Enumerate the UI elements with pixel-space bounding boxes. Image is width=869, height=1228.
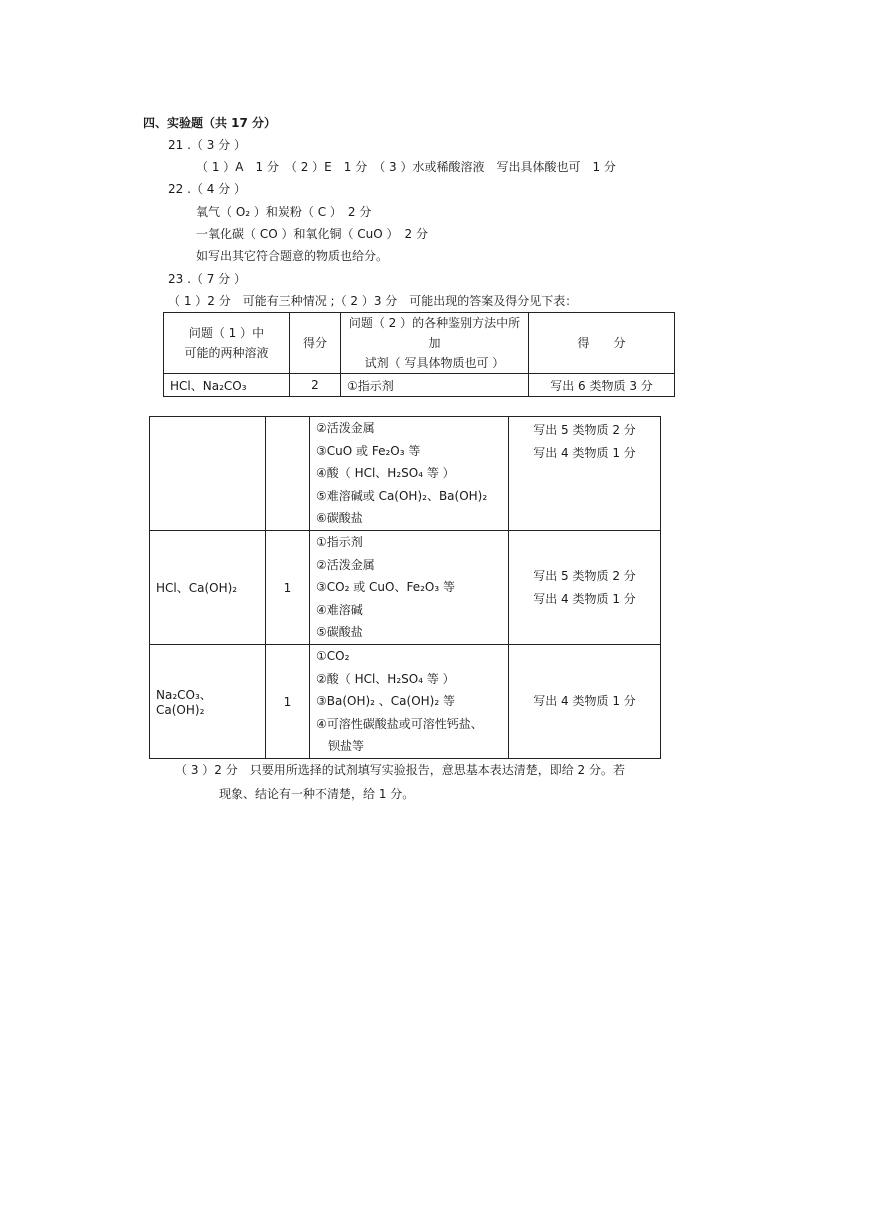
row-points [509, 645, 661, 759]
score-table-continued [149, 416, 661, 759]
reagent-item: ④酸（ HCl、H₂SO₄ 等 ） [316, 466, 455, 481]
row-score: 2 [290, 374, 341, 397]
points-item: 写出 5 类物质 2 分 [533, 568, 636, 583]
q22-header: 22 .（ 4 分 ） [168, 182, 246, 196]
reagent-item: ②酸（ HCl、H₂SO₄ 等 ） [316, 671, 455, 686]
header-points: 得 分 [529, 313, 675, 374]
header-score: 得分 [290, 313, 341, 374]
reagent-item: ①指示剂 [316, 535, 363, 550]
reagent-item: 钡盐等 [328, 739, 365, 754]
row-points: 写出 6 类物质 3 分 [529, 374, 675, 397]
reagent-item: ⑥碳酸盐 [316, 511, 363, 526]
row-score [266, 417, 310, 531]
q23-part3-line1: （ 3 ）2 分 只要用所选择的试剂填写实验报告，意思基本表达清楚，即给 2 分。若 [175, 763, 625, 777]
reagent-item: ④可溶性碳酸盐或可溶性钙盐、 [316, 716, 483, 731]
reagent-item: ②活泼金属 [316, 557, 375, 572]
reagent-item: ③CuO 或 Fe₂O₃ 等 [316, 443, 421, 458]
points-item: 写出 5 类物质 2 分 [533, 423, 636, 437]
reagent-item: ③Ba(OH)₂ 、Ca(OH)₂ 等 [316, 694, 455, 709]
row-solutions: Na₂CO₃、Ca(OH)₂ [150, 645, 266, 759]
q23-intro: （ 1 ）2 分 可能有三种情况 ;（ 2 ）3 分 可能出现的答案及得分见下表： [168, 294, 578, 308]
score-table-header [163, 312, 675, 397]
header-solutions [164, 313, 290, 374]
row-score: 1 [266, 531, 310, 645]
row-solutions: HCl、Na₂CO₃ [164, 374, 290, 397]
reagent-item: ②活泼金属 [316, 421, 375, 436]
row-reagents [310, 417, 509, 531]
section-title: 四、实验题（共 17 分） [143, 116, 277, 130]
row-reagents [310, 531, 509, 645]
header-reagent-line1: 问题（ 2 ）的各种鉴别方法中所加 [348, 316, 521, 350]
row-solutions: HCl、Ca(OH)₂ [150, 531, 266, 645]
row-points [509, 417, 661, 531]
reagent-item: ⑤碳酸盐 [316, 625, 363, 640]
row-reagent: ①指示剂 [341, 374, 529, 397]
reagent-item: ④难溶碱 [316, 602, 363, 617]
table-row [150, 531, 661, 645]
q22-line2: 一氧化碳（ CO ）和氧化铜（ CuO ） 2 分 [196, 227, 428, 241]
table-row [150, 417, 661, 531]
row-score: 1 [266, 645, 310, 759]
points-item: 写出 4 类物质 1 分 [533, 591, 636, 606]
q23-part3-line2: 现象、结论有一种不清楚，给 1 分。 [219, 787, 415, 801]
points-item: 写出 4 类物质 1 分 [533, 694, 636, 709]
reagent-item: ⑤难溶碱或 Ca(OH)₂、Ba(OH)₂ [316, 488, 488, 503]
row-points [509, 531, 661, 645]
reagent-item: ①CO₂ [316, 649, 350, 664]
q23-header: 23 .（ 7 分 ） [168, 272, 246, 286]
header-solutions-line2: 可能的两种溶液 [184, 346, 269, 360]
q22-line3: 如写出其它符合题意的物质也给分。 [196, 249, 389, 263]
header-reagent [341, 313, 529, 374]
row-reagents [310, 645, 509, 759]
header-reagent-line2: 试剂（ 写具体物质也可 ） [364, 356, 505, 370]
points-item: 写出 4 类物质 1 分 [533, 445, 636, 460]
header-solutions-line1: 问题（ 1 ）中 [188, 326, 265, 340]
table-row [150, 645, 661, 759]
q22-line1: 氧气（ O₂ ）和炭粉（ C ） 2 分 [196, 205, 372, 219]
q21-header: 21 .（ 3 分 ） [168, 138, 246, 152]
q21-answer: （ 1 ）A 1 分 （ 2 ）E 1 分 （ 3 ）水或稀酸溶液 写出具体酸也可 1 分 [196, 160, 616, 174]
table-row [164, 374, 675, 397]
reagent-item: ③CO₂ 或 CuO、Fe₂O₃ 等 [316, 580, 455, 595]
row-solutions [150, 417, 266, 531]
table-header-row [164, 313, 675, 374]
